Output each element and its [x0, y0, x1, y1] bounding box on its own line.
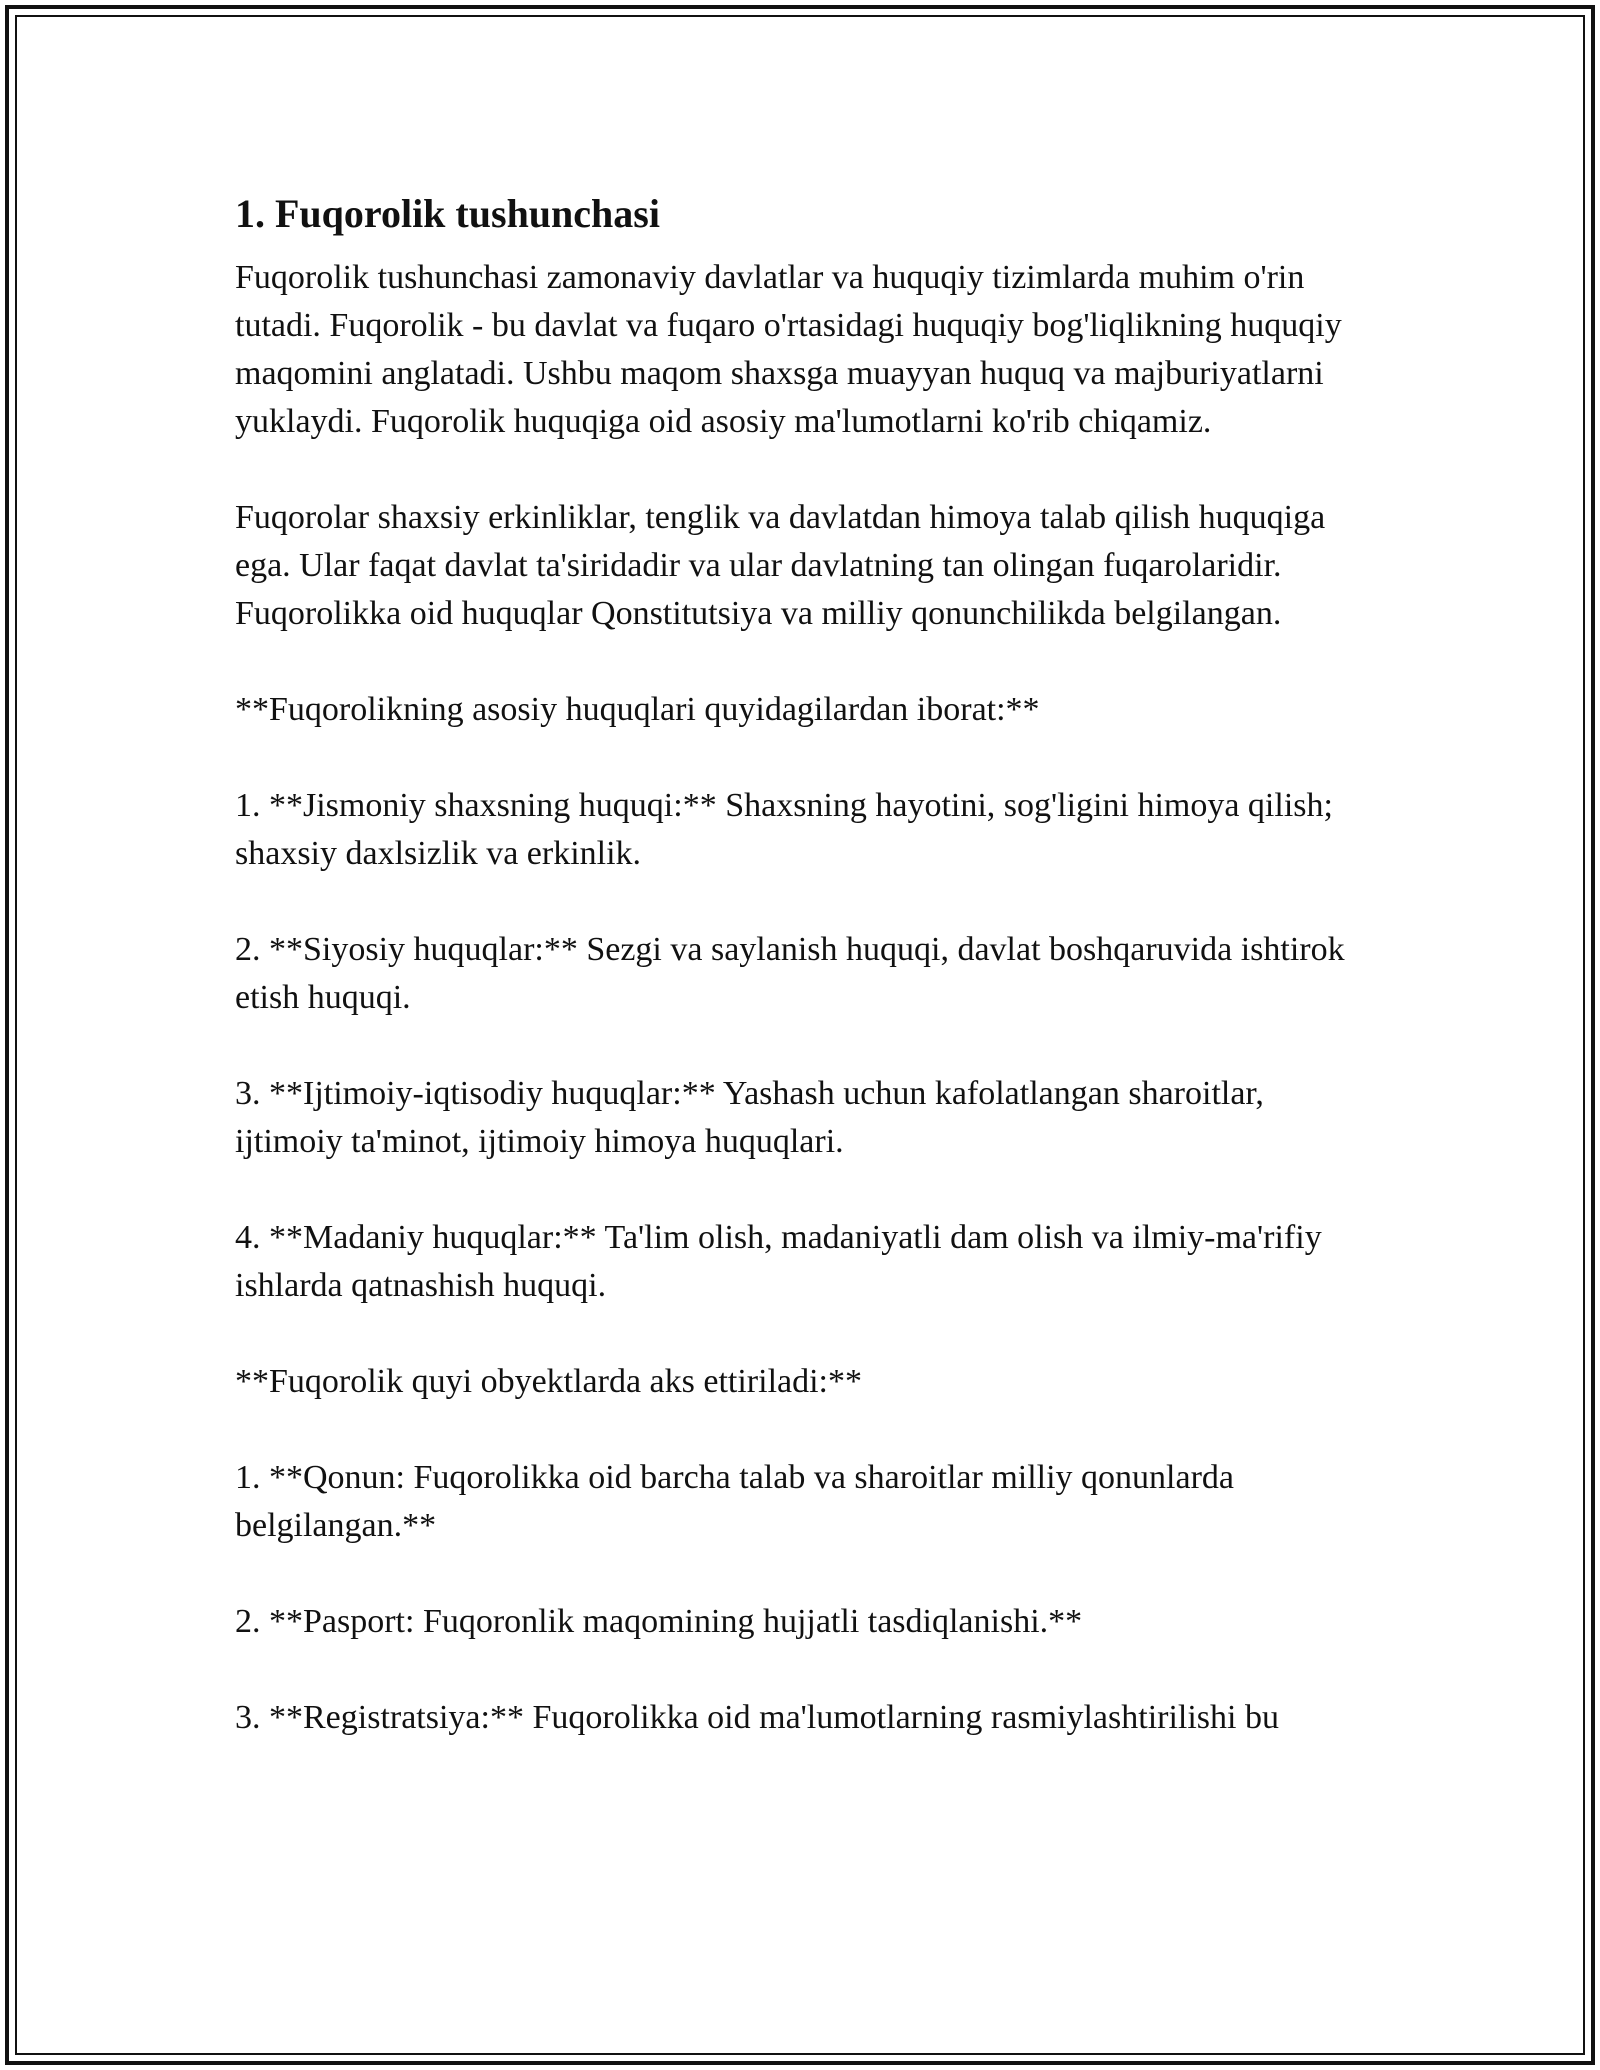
list-item-political-rights: 2. **Siyosiy huquqlar:** Sezgi va saylanish huquqi, davlat boshqaruvida ishtirok etish huquqi. [235, 931, 1345, 1016]
rights-list-heading: **Fuqorolikning asosiy huquqlari quyidagilardan iborat:** [235, 691, 1040, 728]
list-item-law: 1. **Qonun: Fuqorolikka oid barcha talab va sharoitlar milliy qonunlarda belgilangan.** [235, 1459, 1234, 1544]
document-body [235, 186, 1365, 1742]
list-item-physical-rights: 1. **Jismoniy shaxsning huquqi:** Shaxsning hayotini, sog'ligini himoya qilish; shaxsiy daxlsizlik va erkinlik. [235, 787, 1333, 872]
list-item-registration: 3. **Registratsiya:** Fuqorolikka oid ma'lumotlarning rasmiylashtirilishi bu [235, 1699, 1279, 1736]
rights-paragraph: Fuqorolar shaxsiy erkinliklar, tenglik va davlatdan himoya talab qilish huquqiga ega. Ular faqat davlat ta'siridadir va ular davlatning tan olingan fuqarolaridir. Fuqorolikka oid huquqlar Qonstitutsiya va milliy qonunchilikda belgilangan. [235, 499, 1326, 632]
list-item-socioeconomic-rights: 3. **Ijtimoiy-iqtisodiy huquqlar:** Yashash uchun kafolatlangan sharoitlar, ijtimoiy ta'minot, ijtimoiy himoya huquqlari. [235, 1075, 1264, 1160]
list-item-cultural-rights: 4. **Madaniy huquqlar:** Ta'lim olish, madaniyatli dam olish va ilmiy-ma'rifiy ishlarda qatnashish huquqi. [235, 1219, 1322, 1304]
list-item-passport: 2. **Pasport: Fuqoronlik maqomining hujjatli tasdiqlanishi.** [235, 1603, 1083, 1640]
section-heading: 1. Fuqorolik tushunchasi [235, 191, 660, 236]
intro-paragraph: Fuqorolik tushunchasi zamonaviy davlatlar va huquqiy tizimlarda muhim o'rin tutadi. Fuqorolik - bu davlat va fuqaro o'rtasidagi huquqiy bog'liqlikning huquqiy maqomini anglatadi. Ushbu maqom shaxsga muayyan huquq va majburiyatlarni yuklaydi. Fuqorolik huquqiga oid asosiy ma'lumotlarni ko'rib chiqamiz. [235, 259, 1342, 440]
objects-list-heading: **Fuqorolik quyi obyektlarda aks ettiriladi:** [235, 1363, 863, 1400]
